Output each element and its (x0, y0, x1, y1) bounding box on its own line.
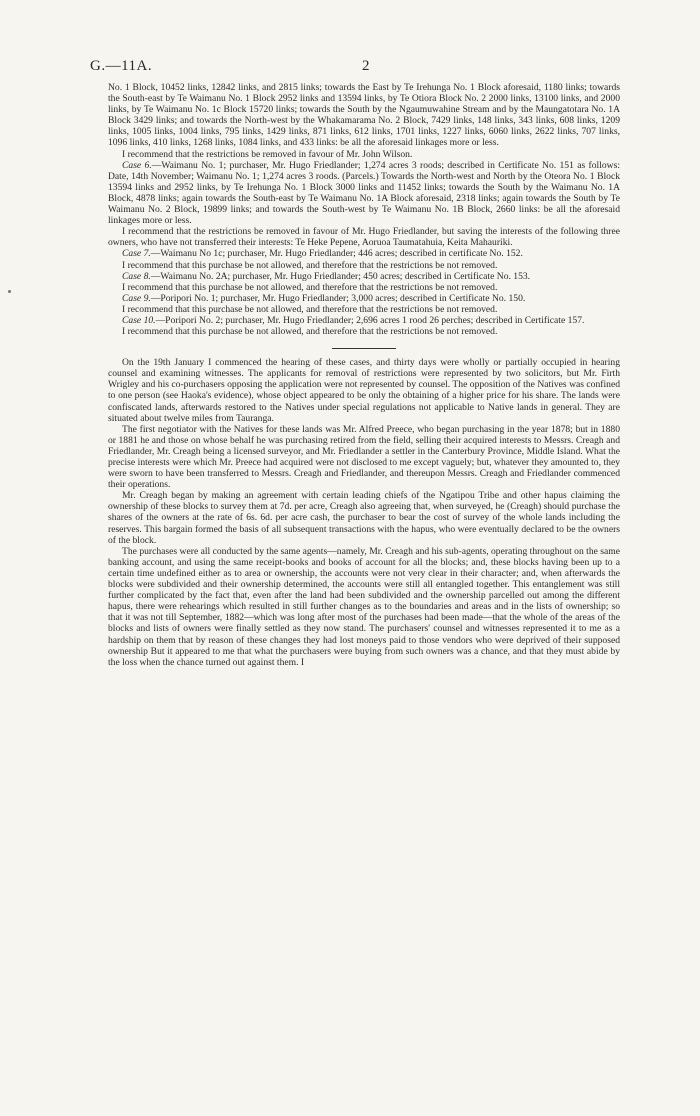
case-7 (108, 248, 620, 270)
case-7-recommendation: I recommend that this purchase be not allowed, and therefore that the restrictions be not removed. (122, 259, 498, 271)
document-body (108, 82, 620, 668)
opening-paragraph: No. 1 Block, 10452 links, 12842 links, and 2815 links; towards the East by Te Irehunga No. 1 Block aforesaid, 1180 links; towards the South-east by Te Waimanu No. 1 Block 2952 links and 13594 links, by Te Otiora Block No. 2 2000 links, 13100 links, and 2000 links, by Te Waimanu No. 1c Block 15720 links; towards the South by the Ngaumuwahine Stream and by the Maungatotara No. 1A Block 3429 links; and towards the North-west by the Whakamarama No. 2 Block, 7429 links, 148 links, 343 links, 608 links, 1209 links, 1005 links, 1004 links, 795 links, 1429 links, 871 links, 612 links, 1701 links, 1227 links, 6060 links, 2622 links, 707 links, 1096 links, 410 links, 1268 links, 1084 links, and 433 links: be all the aforesaid linkages more or less. (108, 82, 620, 149)
case-10 (108, 315, 620, 337)
narrative-paragraph: On the 19th January I commenced the hearing of these cases, and thirty days were wholly or partially occupied in hearing counsel and examining witnesses. The applicants for removal of restrictions were represented by two solicitors, but Mr. Firth Wrigley and his co-purchasers opposing the application were not represented by counsel. The opposition of the Natives was confined to one person (see Haoka's evidence), whose object appeared to be only the obtaining of a higher price for his share. The lands were confiscated lands, afterwards restored to the Natives under special regulations not applicable to Native lands in general. They are situated about twelve miles from Tauranga. (108, 357, 620, 424)
case-8-label: Case 8. (122, 270, 151, 282)
case-9 (108, 293, 620, 315)
case-10-label: Case 10. (122, 314, 156, 326)
narrative-paragraph: Mr. Creagh began by making an agreement with certain leading chiefs of the Ngatipou Tribe and other hapus claiming the ownership of these blocks to survey them at 7d. per acre, Creagh also agreeing that, when surveyed, he (Creagh) should purchase the shares of the owners at the rate of 6s. 6d. per acre cash, the purchaser to bear the cost of survey of the whole lands including the reserves. This bargain formed the basis of all subsequent transactions with the hapus, who were eventually declared to be the owners of the block. (108, 490, 620, 546)
case-9-recommendation: I recommend that this purchase be not allowed, and therefore that the restrictions be not removed. (122, 303, 498, 315)
case-10-text: —Poripori No. 2; purchaser, Mr. Hugo Friedlander; 2,696 acres 1 rood 26 perches; described in Certificate 157. (155, 314, 585, 326)
case-6-recommendation: I recommend that the restrictions be removed in favour of Mr. Hugo Friedlander, but saving the interests of the following three owners, who have not transferred their interests: Te Heke Pepene, Aoruoa Taumatahuia, Keita Mahauriki. (108, 226, 620, 249)
case-9-label: Case 9. (122, 292, 151, 304)
case-6-text: —Waimanu No. 1; purchaser, Mr. Hugo Friedlander; 1,274 acres 3 roods; described in Certificate No. 151 as follows: Date, 14th November; Waimanu No. 1; 1,274 acres 3 roods. (Parcels.) Towards the North-west and North by the Oteora No. 1 Block 13594 links and 2952 links, by Te Irehunga No. 1 Block 3000 links and 11452 links; towards the South by the Waimanu No. 1A Block, 4878 links; again towards the South-east by Te Waimanu No. 1A Block aforesaid, 2318 links; again towards the South by Te Waimanu No. 2 Block, 19899 links; and towards the South-west by Te Waimanu No. 1B Block, 2660 links: be all the aforesaid linkages more or less. (108, 159, 621, 227)
narrative-paragraph: The purchases were all conducted by the same agents—namely, Mr. Creagh and his sub-agents, operating throughout on the same banking account, and using the same receipt-books and books of account for all the blocks; and, these blocks having been up to a certain time undefined either as to area or ownership, the accounts were not very clear in their character; and, when afterwards the blocks were subdivided and their ownership determined, the accounts were still all entangled together. This entanglement was still further complicated by the fact that, even after the land had been subdivided and the ownership parcelled out among the different hapus, there were rehearings which resulted in still further changes as to the boundaries and areas and in the lists of ownership; so that it was not till September, 1882—which was long after most of the purchases had been made—that the whole of the areas of the blocks and lists of owners were finally settled as they now stand. The purchasers' counsel and witnesses represented it to me as a hardship on them that by reason of these changes they had lost moneys paid to those vendors who were deprived of their supposed ownership But it appeared to me that what the purchasers were buying from such owners was a chance, and that they must abide by the loss when the chance turned out against them. I (108, 545, 620, 668)
document-reference: G.—11A. (90, 58, 153, 74)
narrative-paragraph: The first negotiator with the Natives for these lands was Mr. Alfred Preece, who began purchasing in the year 1878; but in 1880 or 1881 he and those on whose behalf he was purchasing retired from the field, selling their acquired interests to Messrs. Creagh and Friedlander, Mr. Creagh being a licensed surveyor, and Mr. Friedlander a settler in the Canterbury Province, Middle Island. What the precise interests were which Mr. Preece had acquired were not disclosed to me except vaguely; but, whatever they amounted to, they were sworn to have been transferred to Messrs. Creagh and Friedlander, and thereupon Messrs. Creagh and Friedlander commenced their operations. (108, 423, 620, 491)
boundary-description (108, 82, 620, 160)
case-8-recommendation: I recommend that this purchase be not allowed, and therefore that the restrictions be not removed. (122, 281, 498, 293)
case-8 (108, 271, 620, 293)
page-number: 2 (362, 58, 370, 74)
margin-dot (8, 290, 11, 293)
case-10-recommendation: I recommend that this purchase be not allowed, and therefore that the restrictions be not removed. (122, 326, 498, 338)
case-8-text: —Waimanu No. 2A; purchaser, Mr. Hugo Friedlander; 450 acres; described in Certificate No. 153. (150, 270, 531, 282)
section-divider (332, 348, 396, 349)
case-7-label: Case 7. (122, 248, 151, 260)
recommendation-wilson: I recommend that the restrictions be removed in favour of Mr. John Wilson. (122, 148, 413, 160)
case-7-text: —Waimanu No 1c; purchaser, Mr. Hugo Friedlander; 446 acres; described in certificate No. 152. (150, 248, 523, 260)
case-9-text: —Poripori No. 1; purchaser, Mr. Hugo Friedlander; 3,000 acres; described in Certificate No. 150. (150, 292, 526, 304)
narrative-section (108, 357, 620, 668)
case-6-label: Case 6. (122, 159, 152, 171)
case-6 (108, 160, 620, 249)
